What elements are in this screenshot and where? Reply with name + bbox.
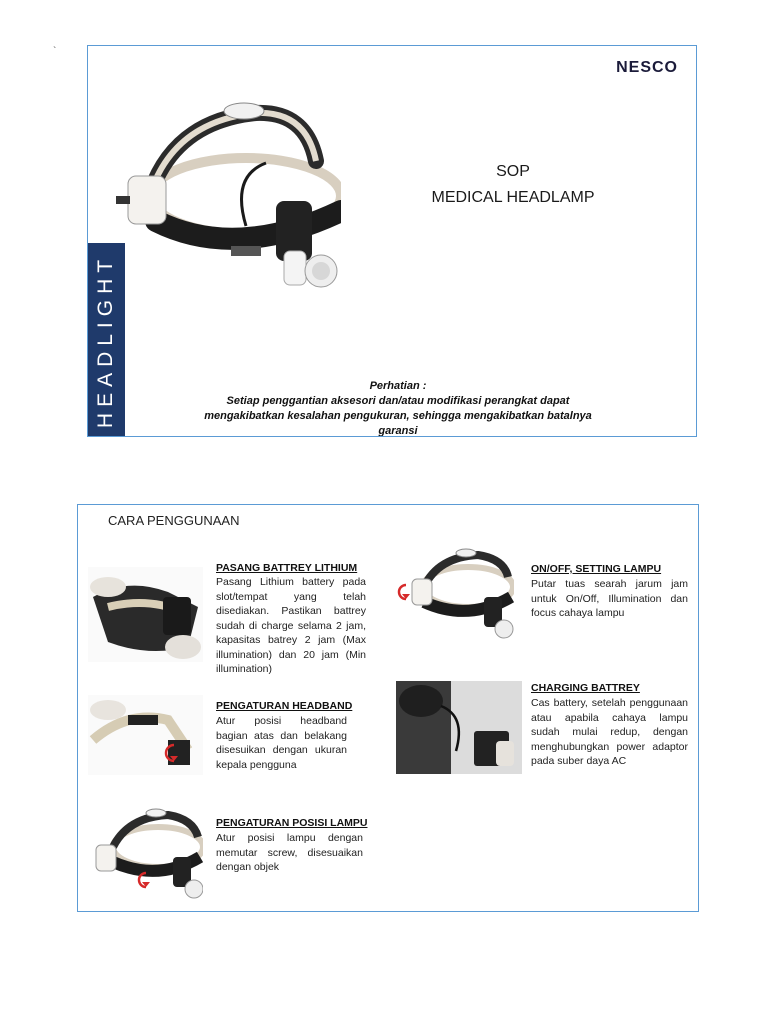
step-2-title: PENGATURAN HEADBAND — [216, 700, 353, 712]
brand-logo — [616, 60, 678, 76]
warning-line-1: Setiap penggantian aksesori dan/atau modifikasi perangkat dapat — [226, 395, 570, 407]
step-1-photo — [88, 567, 203, 662]
warning-notice — [188, 379, 608, 437]
step-1-desc: Pasang Lithium battery pada slot/tempat yang telah disediakan. Pastikan battrey sudah di charge selama 2 jam, kapasitas batrey 2 jam (Max illumination) dan 20 jam (Min illumination) — [216, 576, 366, 675]
headlamp-photo — [116, 101, 341, 291]
step-4-desc: Putar tuas searah jarum jam untuk On/Off, Illumination dan focus cahaya lampu — [531, 578, 688, 619]
step-5-photo — [396, 681, 522, 774]
step-5-title: CHARGING BATTREY — [531, 682, 640, 694]
step-3-desc: Atur posisi lampu dengan memutar screw, disesuaikan dengan objek — [216, 832, 363, 873]
document-title — [418, 159, 608, 211]
step-1-title: PASANG BATTREY LITHIUM — [216, 562, 358, 574]
side-label-bar — [88, 243, 125, 437]
step-4-photo — [396, 547, 514, 642]
step-2-desc: Atur posisi headband bagian atas dan belakang disesuikan dengan ukuran kepala pengguna — [216, 715, 347, 771]
step-5-desc: Cas battery, setelah penggunaan atau apabila cahaya lampu sudah mulai redup, dengan menghubungkan power adaptor pada suber daya AC — [531, 697, 688, 767]
title-slide — [87, 45, 697, 437]
brand-logo-text: NESCO — [616, 59, 678, 76]
step-4-title: ON/OFF, SETTING LAMPU — [531, 563, 662, 575]
step-3-photo — [88, 807, 203, 902]
usage-slide — [77, 504, 699, 912]
side-label-text: HEADLIGHT — [94, 253, 118, 428]
usage-title: CARA PENGGUNAAN — [108, 513, 240, 528]
step-3-title: PENGATURAN POSISI LAMPU — [216, 817, 368, 829]
stray-mark: ` — [53, 46, 57, 57]
step-2-photo — [88, 695, 203, 775]
title-line-1: SOP — [496, 163, 530, 180]
warning-heading: Perhatian : — [369, 380, 427, 392]
title-line-2: MEDICAL HEADLAMP — [431, 189, 595, 206]
warning-line-2: mengakibatkan kesalahan pengukuran, sehingga mengakibatkan batalnya garansi — [204, 410, 592, 437]
